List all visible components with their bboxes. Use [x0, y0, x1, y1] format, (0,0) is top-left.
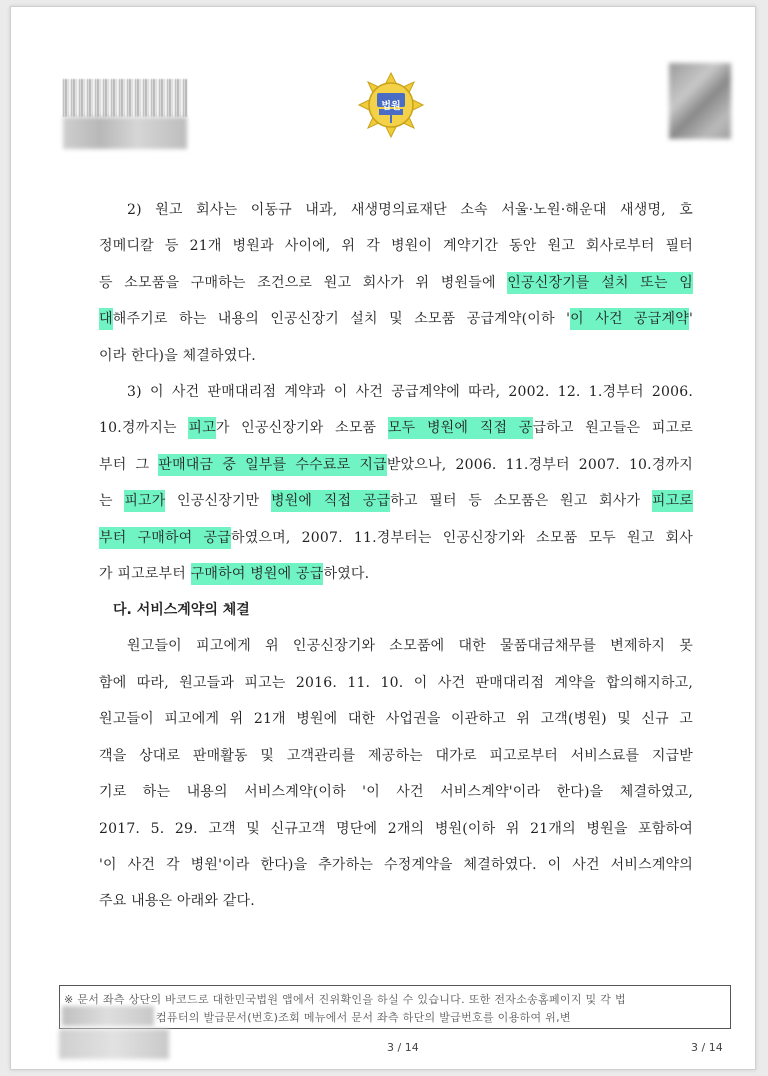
text-segment: 받았으나, 2006. 11.경부터 2007. 10.경까지: [386, 456, 693, 473]
highlighted-text: 피고로: [652, 490, 693, 512]
highlighted-text: 판매대금 중 일부를 수수료로 지급: [158, 454, 387, 476]
text-segment: 정메디칼 등 21개 병원과 사이에, 위 각 병원이 계약기간 동안 원고 회사로부터 필터: [99, 238, 693, 255]
highlighted-text: 대: [99, 308, 113, 330]
p2-line: [99, 228, 693, 264]
redacted-notice-text: [62, 1006, 154, 1026]
p2-line: [99, 192, 693, 228]
verification-notice: [59, 985, 731, 1029]
highlighted-text: 부터 구매하여 공급: [99, 527, 231, 549]
highlighted-text: 모두 병원에 직접 공: [388, 417, 533, 439]
section-paragraph: [99, 628, 693, 919]
highlighted-text: 인공신장기를 설치 또는 임: [507, 272, 693, 294]
emblem-label: 법원: [381, 101, 401, 112]
paragraph-3: [99, 374, 693, 592]
p3-line: [99, 483, 693, 519]
section-line: [99, 738, 693, 774]
highlighted-text: 피고: [188, 417, 215, 439]
court-emblem-icon: [357, 71, 425, 139]
highlighted-text: 병원에 직접 공급: [271, 490, 390, 512]
barcode-stripes: [63, 79, 187, 117]
text-segment: 부터 그: [99, 456, 159, 473]
highlighted-text: 이 사건 공급계약: [570, 308, 689, 330]
text-segment: 급하고 원고들은 피고로: [532, 420, 693, 437]
text-segment: 3) 이 사건 판매대리점 계약과 이 사건 공급계약에 따라, 2002. 12. 1.경부터 2006.: [127, 384, 693, 401]
section-line: [99, 628, 693, 664]
page-number-right: 3 / 14: [691, 1041, 723, 1054]
p2-line: [99, 265, 693, 301]
barcode-image: [61, 69, 191, 151]
text-segment: 원고들이 피고에게 위 21개 병원에 대한 사업권을 이관하고 위 고객(병원) 및 신규 고: [99, 711, 693, 728]
notice-line-2: 컴퓨터의 발급문서(번호)조회 메뉴에서 문서 좌측 하단의 발급번호를 이용하여 위,변: [156, 1011, 571, 1024]
text-segment: '이 사건 각 병원'이라 한다)을 추가하는 수정계약을 체결하였다. 이 사건 서비스계약의: [99, 856, 693, 873]
p2-line: [99, 338, 693, 374]
text-segment: 는: [99, 493, 125, 510]
paragraph-2: [99, 192, 693, 374]
text-segment: 함에 따라, 원고들과 피고는 2016. 11. 10. 이 사건 판매대리점 계약을 합의해지하고,: [99, 674, 693, 691]
text-segment: 주요 내용은 아래와 같다.: [99, 893, 255, 910]
section-line: [99, 847, 693, 883]
p3-line: [99, 410, 693, 446]
text-segment: 기로 하는 내용의 서비스계약(이하 '이 사건 서비스계약'이라 한다)을 체결하였고,: [99, 784, 693, 801]
text-segment: 하였다.: [323, 566, 370, 583]
text-segment: 이라 한다)을 체결하였다.: [99, 347, 256, 364]
text-segment: 원고들이 피고에게 위 인공신장기와 소모품에 대한 물품대금채무를 변제하지 못: [127, 638, 693, 655]
text-segment: 인공신장기만: [165, 493, 271, 510]
notice-line-1: ※ 문서 좌측 상단의 바코드로 대한민국법원 앱에서 진위확인을 하실 수 있습니다. 또한 전자소송홈페이지 및 각 법: [64, 993, 626, 1006]
highlighted-text: 구매하여 병원에 공급: [191, 563, 324, 585]
highlighted-text: 피고가: [124, 490, 165, 512]
text-segment: 가 인공신장기와 소모품: [215, 420, 388, 437]
text-segment: 객을 상대로 판매활동 및 고객관리를 제공하는 대가로 피고로부터 서비스료를 지급받: [99, 747, 693, 764]
redacted-issue-code: [59, 1029, 169, 1059]
p3-line: [99, 520, 693, 556]
redacted-issue-number: [63, 117, 187, 149]
text-segment: 가 피고로부터: [99, 566, 191, 583]
section-heading: 다. 서비스계약의 체결: [113, 602, 250, 619]
text-segment: 2) 원고 회사는 이동규 내과, 새생명의료재단 소속 서울·노원·해운대 새생명, 호: [127, 202, 693, 218]
text-segment: 하고 필터 등 소모품은 원고 회사가: [390, 493, 652, 510]
section-line: [99, 701, 693, 737]
section-line: [99, 811, 693, 847]
p3-line: [99, 447, 693, 483]
text-segment: 등 소모품을 구매하는 조건으로 원고 회사가 위 병원들에: [99, 274, 508, 291]
text-segment: 하였으며, 2007. 11.경부터는 인공신장기와 소모품 모두 원고 회사: [231, 529, 694, 546]
section-line: [99, 665, 693, 701]
text-segment: 해주기로 하는 내용의 인공신장기 설치 및 소모품 공급계약(이하 ': [112, 311, 571, 328]
redacted-qr-code: [669, 63, 731, 139]
text-segment: ': [688, 311, 693, 328]
p2-line: [99, 301, 693, 337]
p3-line: [99, 374, 693, 410]
section-line: [99, 883, 693, 919]
page-number-center: 3 / 14: [387, 1041, 419, 1054]
text-segment: 2017. 5. 29. 고객 및 신규고객 명단에 2개의 병원(이하 위 21개의 병원을 포함하여: [99, 820, 693, 837]
document-body: [99, 192, 693, 920]
document-page: [10, 6, 756, 1070]
text-segment: 10.경까지는: [99, 420, 189, 437]
p3-line: [99, 556, 693, 592]
section-line: [99, 774, 693, 810]
